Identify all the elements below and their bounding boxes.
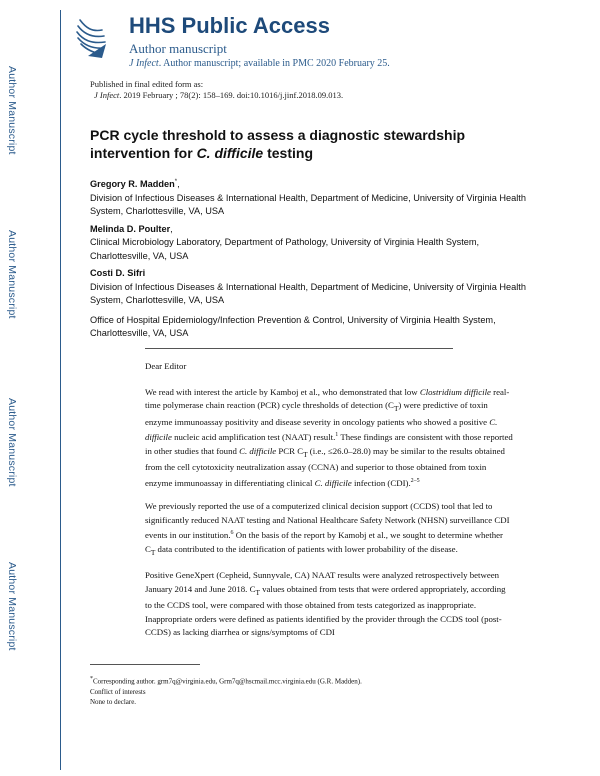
citation-journal: J Infect <box>94 90 120 100</box>
title-end: testing <box>263 145 313 161</box>
title-main: PCR cycle threshold to assess a diagnostic stewardship intervention for <box>90 127 466 161</box>
author-affiliation: Division of Infectious Diseases & International Health, Department of Medicine, University of Virginia Health System, Charlottesville, VA, USA <box>90 281 526 306</box>
conflict-value: None to declare. <box>90 698 137 707</box>
paragraph-1: We read with interest the article by Kamboj et al., who demonstrated that low Clostridium difficile real-time polymerase chain reaction (PCR) cycle thresholds of detection $(C_T)$ were predictive of toxin enzyme immunoassay positivity and disease severity in oncology patients who showed a positive C. difficile nucleic acid amplification test (NAAT) result.$^1$ These findings are consistent with those reported in other studies that found C. difficile PCR $C_T$ (i.e., ≤26.0–28.0) may be similar to the results obtained from the cell cytotoxicity neutralization assay (CCNA) and superior to those obtained from toxin enzyme immunoassay in differentiating clinical C. difficile infection (CDI).$^{2-5}$ <box>145 386 513 488</box>
publication-info <box>90 79 343 101</box>
author-list <box>90 176 535 341</box>
author-entry: Melinda D. Poulter, Clinical Microbiology Laboratory, Department of Pathology, University of Virginia Health System, Charlottesville, VA, USA <box>90 223 535 264</box>
author-manuscript-subtitle: Author manuscript <box>129 41 227 56</box>
author-name: Costi D. Sifri <box>90 268 146 279</box>
hhs-eagle-logo-icon <box>72 14 112 66</box>
sidebar-label-author-manuscript-2: Author Manuscript <box>6 230 18 319</box>
author-entry <box>90 267 535 308</box>
letter-body <box>145 360 513 650</box>
footnote-divider <box>90 664 200 665</box>
sidebar-label-author-manuscript-3: Author Manuscript <box>6 398 18 487</box>
corresponding-footnote: *Corresponding author. grm7q@virginia.edu, Grm7q@hscmail.mcc.virginia.edu (G.R. Madden). <box>90 676 362 686</box>
ref-6: 6 <box>230 530 234 537</box>
margin-divider-line <box>60 10 61 770</box>
author-entry: Gregory R. Madden*, Division of Infectious Diseases & International Health, Department of Medicine, University of Virginia Health System, Charlottesville, VA, USA <box>90 176 535 219</box>
paragraph-3: Positive GeneXpert (Cepheid, Sunnyvale, CA) NAAT results were analyzed retrospectively between January 2014 and June 2018. $C_T$ values obtained from tests that were ordered appropriately, according to the CCDS tool, were compared with those obtained from tests categorized as inappropriate. Inappropriate orders were defined as patients identified by the provider through the CCDS tool (post-CCDS) as lacking diarrhea or signs/symptoms of CDI <box>145 570 506 638</box>
ref-2-5: 2–5 <box>410 477 420 484</box>
citation-line <box>90 90 343 101</box>
extra-affiliation: Office of Hospital Epidemiology/Infection Prevention & Control, University of Virginia Health System, Charlottesville, VA, USA <box>90 314 496 339</box>
author-affiliation: Division of Infectious Diseases & International Health, Department of Medicine, University of Virginia Health System, Charlottesville, VA, USA <box>90 192 526 217</box>
published-label: Published in final edited form as: <box>90 79 204 89</box>
author-name: Melinda D. Poulter <box>90 223 171 234</box>
section-divider <box>145 348 453 349</box>
hhs-public-access-title: HHS Public Access <box>129 13 330 38</box>
paragraph-2: We previously reported the use of a computerized clinical decision support (CCDS) tool that led to significantly reduced NAAT testing and National Healthcare Safety Network (NHSN) surveillance CDI events in our institution.$^6$ On the basis of the report by Kamobj et al., we sought to determine whether $C_T$ data contributed to the identification of patients with lower probability of the disease. <box>145 501 510 557</box>
article-title <box>90 126 510 162</box>
sidebar-label-author-manuscript-4: Author Manuscript <box>6 562 18 651</box>
journal-abbrev: J Infect <box>129 58 159 69</box>
footnotes <box>90 674 362 708</box>
title-italic: C. difficile <box>196 145 264 161</box>
author-name: Gregory R. Madden <box>90 179 175 190</box>
journal-status: . Author manuscript; available in PMC 2020 February 25. <box>158 58 390 69</box>
corresponding-mark: * <box>174 179 178 185</box>
citation-details: . 2019 February ; 78(2): 158–169. doi:10.1016/j.jinf.2018.09.013. <box>119 90 344 100</box>
greeting: Dear Editor <box>145 361 187 371</box>
ref-1: 1 <box>335 432 339 439</box>
author-affiliation: Clinical Microbiology Laboratory, Department of Pathology, University of Virginia Health System, Charlottesville, VA, USA <box>90 237 480 261</box>
conflict-label: Conflict of interests <box>90 687 146 696</box>
journal-availability-line <box>129 58 390 70</box>
sidebar-label-author-manuscript-1: Author Manuscript <box>6 66 18 155</box>
